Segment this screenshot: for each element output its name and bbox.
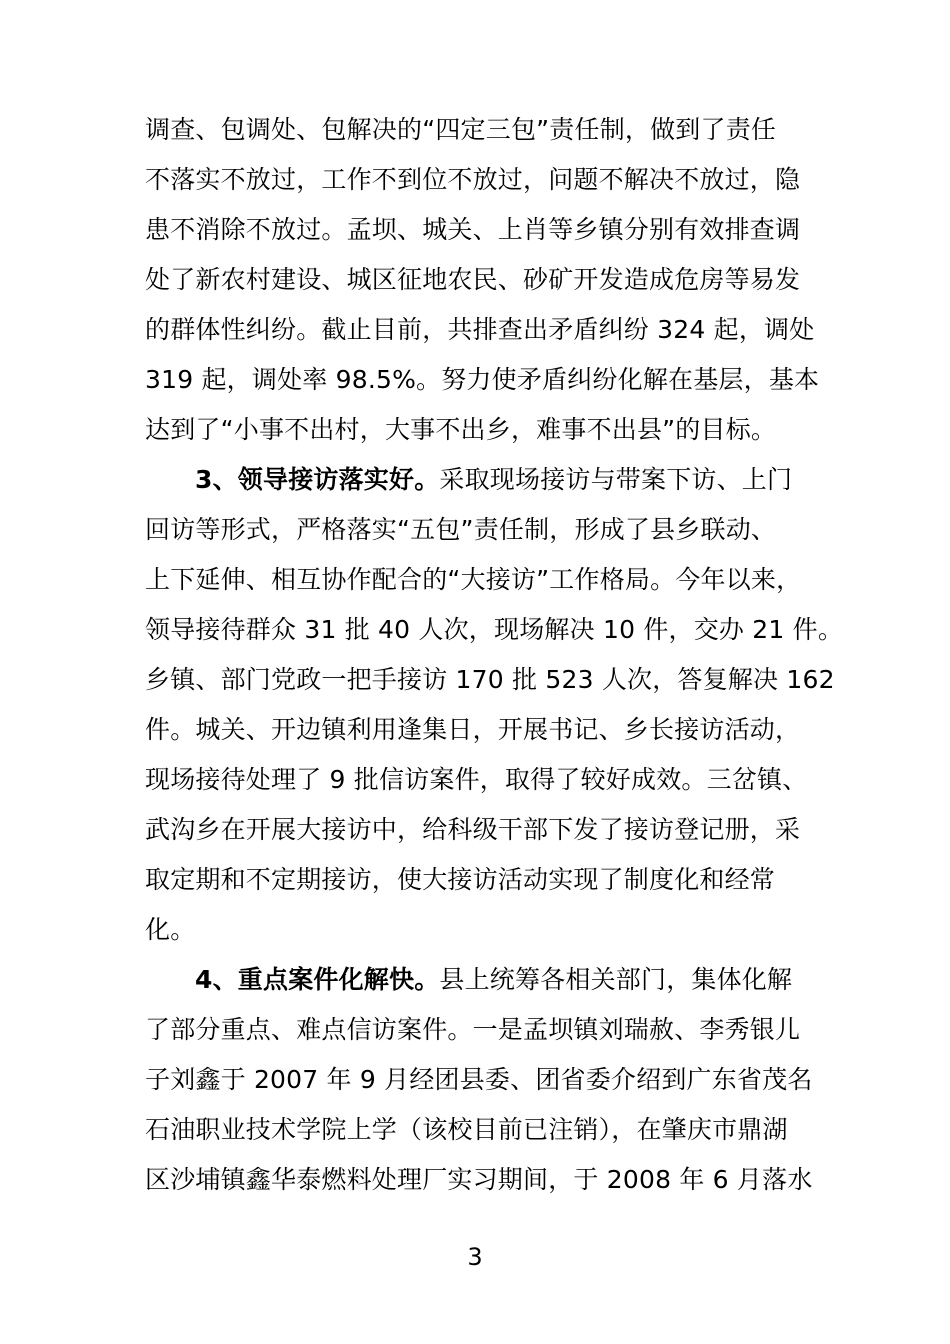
paragraph-line bbox=[0, 805, 950, 855]
paragraph-line bbox=[0, 605, 950, 655]
paragraph-line bbox=[0, 505, 950, 555]
section-heading-line bbox=[0, 455, 950, 505]
line-text: 处了新农村建设、城区征地农民、砂矿开发造成危房等易发 bbox=[145, 265, 801, 294]
paragraph-line bbox=[0, 1105, 950, 1155]
line-text: 石油职业技术学院上学（该校目前已注销），在肇庆市鼎湖 bbox=[145, 1115, 788, 1144]
paragraph-line bbox=[0, 155, 950, 205]
section-heading: 4、重点案件化解快。 bbox=[195, 965, 440, 994]
line-text: 县上统筹各相关部门，集体化解 bbox=[439, 965, 793, 994]
page-number: 3 bbox=[467, 1243, 483, 1271]
line-text: 不落实不放过，工作不到位不放过，问题不解决不放过，隐 bbox=[145, 165, 801, 194]
line-text: 乡镇、部门党政一把手接访 170 批 523 人次，答复解决 162 bbox=[145, 665, 835, 694]
paragraph-line bbox=[0, 655, 950, 705]
paragraph-line bbox=[0, 405, 950, 455]
line-text: 的群体性纠纷。截止目前，共排查出矛盾纠纷 324 起，调处 bbox=[145, 315, 815, 344]
line-text: 领导接待群众 31 批 40 人次，现场解决 10 件，交办 21 件。 bbox=[145, 615, 844, 644]
paragraph-line bbox=[0, 205, 950, 255]
line-text: 件。城关、开边镇利用逢集日，开展书记、乡长接访活动， bbox=[145, 715, 801, 744]
line-text: 化。 bbox=[145, 915, 196, 944]
paragraph-line bbox=[0, 255, 950, 305]
paragraph-line bbox=[0, 705, 950, 755]
line-text: 取定期和不定期接访，使大接访活动实现了制度化和经常 bbox=[145, 865, 776, 894]
paragraph-line bbox=[0, 355, 950, 405]
paragraph-line bbox=[0, 755, 950, 805]
paragraph-line bbox=[0, 1055, 950, 1105]
line-text: 调查、包调处、包解决的“四定三包”责任制，做到了责任 bbox=[145, 115, 777, 144]
line-text: 区沙埔镇鑫华泰燃料处理厂实习期间，于 2008 年 6 月落水 bbox=[145, 1165, 813, 1194]
paragraph-line bbox=[0, 105, 950, 155]
line-text: 患不消除不放过。孟坝、城关、上肖等乡镇分别有效排查调 bbox=[145, 215, 801, 244]
line-text: 子刘鑫于 2007 年 9 月经团县委、团省委介绍到广东省茂名 bbox=[145, 1065, 813, 1094]
line-text: 武沟乡在开展大接访中，给科级干部下发了接访登记册，采 bbox=[145, 815, 801, 844]
line-text: 现场接待处理了 9 批信访案件，取得了较好成效。三岔镇、 bbox=[145, 765, 808, 794]
paragraph-line bbox=[0, 305, 950, 355]
paragraph-line bbox=[0, 1155, 950, 1205]
line-text: 回访等形式，严格落实“五包”责任制，形成了县乡联动、 bbox=[145, 515, 777, 544]
line-text: 上下延伸、相互协作配合的“大接访”工作格局。今年以来， bbox=[145, 565, 802, 594]
paragraph-line bbox=[0, 555, 950, 605]
section-heading-line bbox=[0, 955, 950, 1005]
line-text: 达到了“小事不出村，大事不出乡，难事不出县”的目标。 bbox=[145, 415, 777, 444]
line-text: 采取现场接访与带案下访、上门 bbox=[439, 465, 793, 494]
line-text: 了部分重点、难点信访案件。一是孟坝镇刘瑞赦、李秀银儿 bbox=[145, 1015, 801, 1044]
paragraph-line bbox=[0, 1005, 950, 1055]
line-text: 319 起，调处率 98.5%。努力使矛盾纠纷化解在基层，基本 bbox=[145, 365, 820, 394]
paragraph-line bbox=[0, 855, 950, 905]
paragraph-line bbox=[0, 905, 950, 955]
section-heading: 3、领导接访落实好。 bbox=[195, 465, 440, 494]
